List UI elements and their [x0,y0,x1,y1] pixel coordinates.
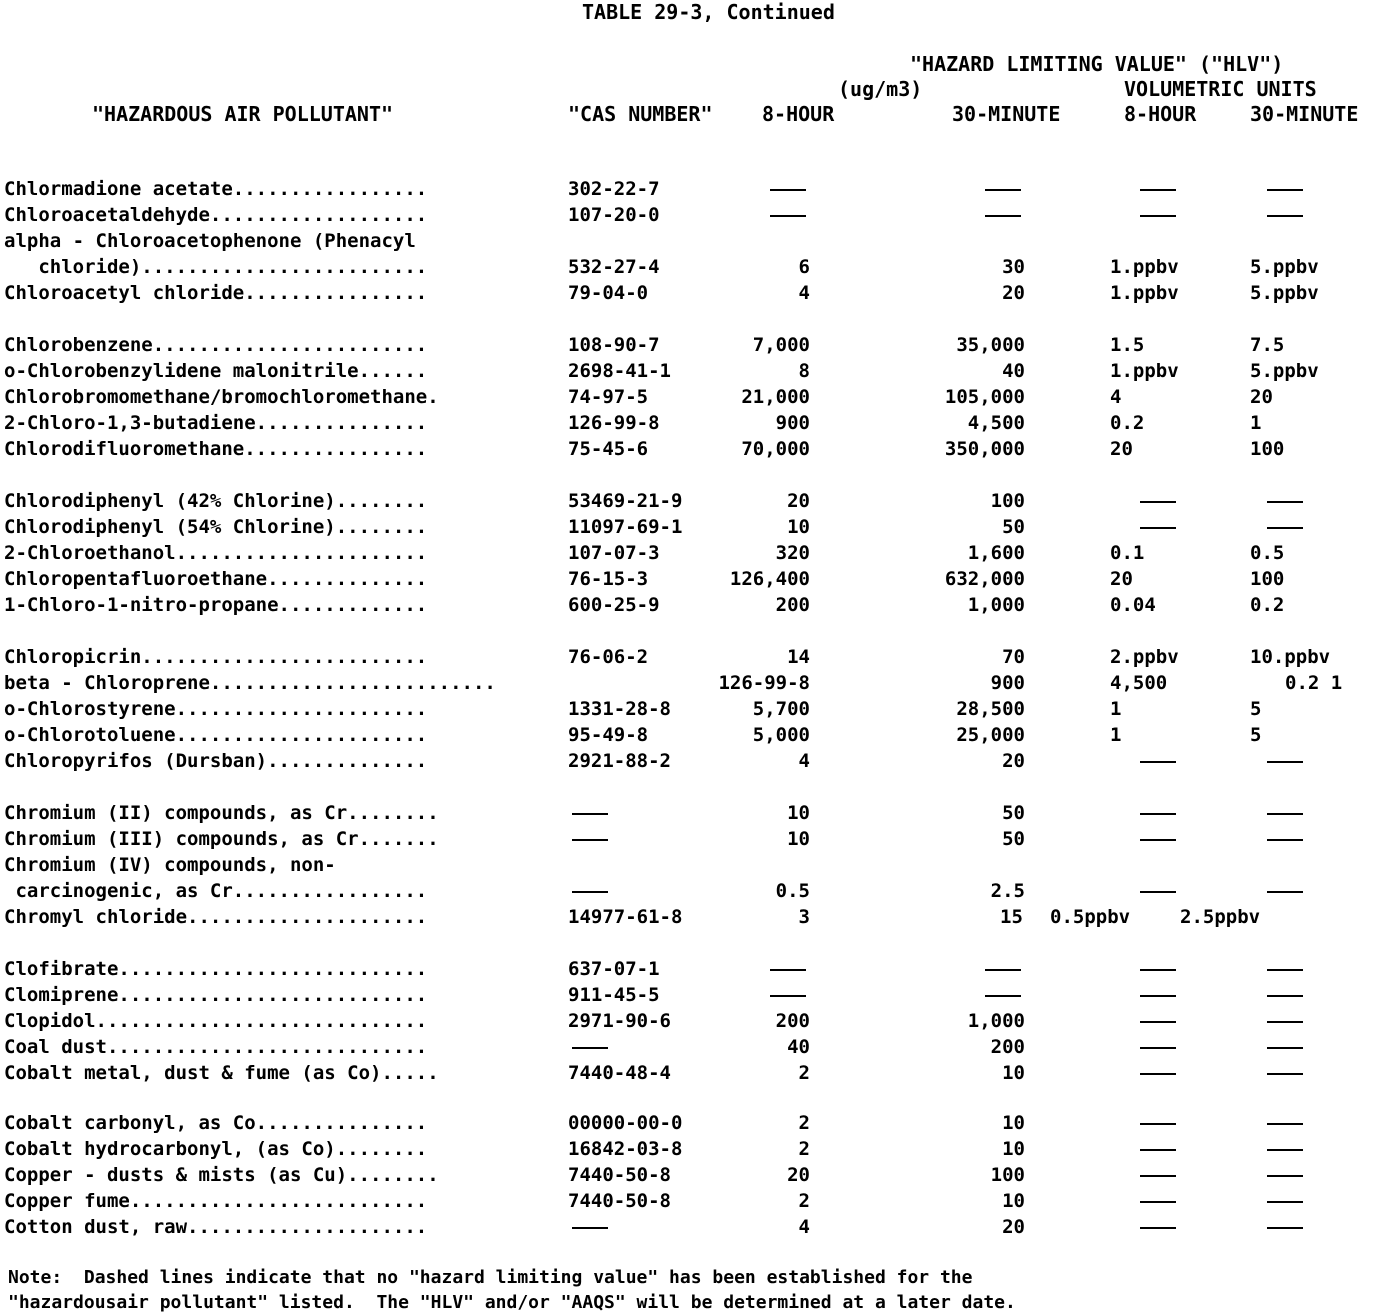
col-header-30min-vol: 30-MINUTE [1250,102,1359,126]
hlv-30min-ug: 900 [990,672,1025,694]
volumetric-units-label: VOLUMETRIC UNITS [1124,77,1317,101]
dash-placeholder [1140,1123,1176,1125]
hlv-30min-vol [1267,829,1307,849]
dash-placeholder [770,189,806,191]
hlv-30min-vol: 100 [1250,568,1285,590]
hlv-8hr-ug: 70,000 [741,438,810,460]
cas-number: 2698-41-1 [568,360,671,382]
hlv-8hr-vol [1140,517,1180,537]
cas-number: 1331-28-8 [568,698,671,720]
hlv-30min-vol [1267,1037,1307,1057]
hlv-8hr-ug: 4 [798,282,810,304]
hlv-30min-vol [1267,491,1307,511]
hlv-8hr-ug: 21,000 [741,386,810,408]
hlv-30min-ug: 70 [1002,646,1025,668]
pollutant-name: Chlorobenzene........................ [4,334,428,356]
hlv-8hr-vol: 0.04 [1110,594,1156,616]
pollutant-name: Copper fume.......................... [4,1190,428,1212]
dash-placeholder [572,813,608,815]
hlv-30min-vol [1267,803,1307,823]
dash-placeholder [1267,1149,1303,1151]
dash-placeholder [770,215,806,217]
hlv-8hr-ug: 20 [787,490,810,512]
dash-placeholder [1267,813,1303,815]
hlv-30min-vol [1267,985,1307,1005]
ug-units-label: (ug/m3) [838,77,923,101]
pollutant-name: Chlorobromomethane/bromochloromethane. [4,386,439,408]
dash-placeholder [1140,813,1176,815]
hlv-8hr-ug: 5,000 [752,724,810,746]
hlv-8hr-vol [1140,491,1180,511]
cas-number [572,881,612,901]
pollutant-name: Chlormadione acetate................. [4,178,428,200]
dash-placeholder [1267,1227,1303,1229]
cas-number: 14977-61-8 [568,906,683,928]
cas-number: 7440-48-4 [568,1062,671,1084]
dash-placeholder [1140,1021,1176,1023]
hlv-title: "HAZARD LIMITING VALUE" ("HLV") [910,52,1284,76]
hlv-8hr-vol [1140,829,1180,849]
hlv-30min-ug: 1,600 [967,542,1025,564]
hlv-8hr-vol [1140,179,1180,199]
hlv-8hr-vol: 0.5ppbv [1050,906,1131,928]
hlv-8hr-vol [1140,205,1180,225]
dash-placeholder [985,215,1021,217]
hlv-8hr-ug: 2 [798,1062,810,1084]
pollutant-name: Cobalt hydrocarbonyl, (as Co)........ [4,1138,428,1160]
pollutant-name: Chloropentafluoroethane.............. [4,568,428,590]
hlv-8hr-ug: 10 [787,828,810,850]
hlv-8hr-ug [770,985,810,1005]
hlv-30min-ug: 2.5 [990,880,1025,902]
hlv-8hr-vol [1140,751,1180,771]
cas-number: 126-99-8 [568,412,660,434]
table-title: TABLE 29-3, Continued [582,0,835,24]
pollutant-name: beta - Chloroprene......................... [4,672,496,694]
pollutant-name: Chromyl chloride..................... [4,906,428,928]
hlv-8hr-ug: 200 [775,1010,810,1032]
hlv-30min-vol [1267,1113,1307,1133]
cas-number: 126-99-8 [718,672,810,694]
dash-placeholder [1267,189,1303,191]
dash-placeholder [1267,969,1303,971]
hlv-30min-vol: 5.ppbv [1250,282,1319,304]
hlv-30min-ug: 28,500 [956,698,1025,720]
dash-placeholder [1267,995,1303,997]
cas-number: 600-25-9 [568,594,660,616]
hlv-30min-ug: 1,000 [967,1010,1025,1032]
hlv-8hr-ug: 200 [775,594,810,616]
hlv-8hr-vol [1140,803,1180,823]
hlv-30min-vol: 10.ppbv [1250,646,1331,668]
hlv-8hr-vol: 0.1 [1110,542,1145,564]
hlv-8hr-ug: 2 [798,1112,810,1134]
hlv-30min-ug: 632,000 [944,568,1025,590]
cas-number: 16842-03-8 [568,1138,683,1160]
hlv-30min-vol: 100 [1250,438,1285,460]
pollutant-name: Chloropyrifos (Dursban).............. [4,750,428,772]
pollutant-name: Chlorodifluoromethane................ [4,438,428,460]
pollutant-name: Chloroacetaldehyde................... [4,204,428,226]
hlv-30min-vol [1267,959,1307,979]
dash-placeholder [1140,215,1176,217]
cas-number [572,803,612,823]
cas-number: 532-27-4 [568,256,660,278]
col-header-pollutant: "HAZARDOUS AIR POLLUTANT" [92,102,394,126]
hlv-30min-ug: 100 [990,490,1025,512]
hlv-8hr-vol: 4 [1110,386,1122,408]
pollutant-name: Clofibrate........................... [4,958,428,980]
cas-number: 11097-69-1 [568,516,683,538]
hlv-8hr-ug: 6 [798,256,810,278]
col-header-8hr-ug: 8-HOUR [762,102,835,126]
dash-placeholder [1267,1201,1303,1203]
hlv-30min-ug [985,205,1025,225]
col-header-cas: "CAS NUMBER" [568,102,713,126]
hlv-8hr-vol: 20 [1110,568,1133,590]
hlv-30min-vol [1267,1191,1307,1211]
hlv-8hr-vol: 4,500 [1110,672,1168,694]
dash-placeholder [1140,891,1176,893]
hlv-8hr-vol [1140,1217,1180,1237]
hlv-8hr-ug: 0.5 [775,880,810,902]
hlv-30min-ug: 200 [990,1036,1025,1058]
dash-placeholder [572,839,608,841]
hlv-30min-vol: 5 [1250,724,1262,746]
dash-placeholder [1140,1047,1176,1049]
hlv-8hr-ug: 5,700 [752,698,810,720]
hlv-30min-vol: 0.2 [1250,594,1285,616]
hlv-8hr-vol [1140,881,1180,901]
dash-placeholder [572,891,608,893]
hlv-30min-ug: 10 [1002,1112,1025,1134]
dash-placeholder [1140,189,1176,191]
pollutant-name: o-Chlorostyrene...................... [4,698,428,720]
dash-placeholder [1140,1149,1176,1151]
hlv-8hr-ug: 4 [798,1216,810,1238]
hlv-8hr-vol: 1.ppbv [1110,360,1179,382]
hlv-8hr-vol [1140,1011,1180,1031]
cas-number: 76-06-2 [568,646,649,668]
hlv-8hr-vol [1140,1113,1180,1133]
hlv-30min-ug: 1,000 [967,594,1025,616]
hlv-30min-vol: 0.2 1 [1285,672,1343,694]
pollutant-name: 1-Chloro-1-nitro-propane............. [4,594,428,616]
dash-placeholder [1267,501,1303,503]
hlv-30min-vol [1267,751,1307,771]
cas-number: 107-20-0 [568,204,660,226]
hlv-30min-ug: 105,000 [944,386,1025,408]
pollutant-name: 2-Chloroethanol...................... [4,542,428,564]
hlv-30min-vol: 2.5ppbv [1180,906,1261,928]
dash-placeholder [1267,527,1303,529]
hlv-8hr-vol: 1.5 [1110,334,1145,356]
dash-placeholder [985,995,1021,997]
hlv-8hr-ug: 900 [775,412,810,434]
hlv-30min-ug: 50 [1002,802,1025,824]
pollutant-name: Chromium (III) compounds, as Cr....... [4,828,439,850]
dash-placeholder [1140,1073,1176,1075]
note-line-1: Note: Dashed lines indicate that no "hazard limiting value" has been established for the [8,1267,973,1288]
pollutant-name: Chlorodiphenyl (54% Chlorine)........ [4,516,428,538]
hlv-30min-vol [1267,1011,1307,1031]
hlv-30min-ug: 100 [990,1164,1025,1186]
pollutant-name: Chromium (IV) compounds, non- [4,854,336,876]
hlv-8hr-ug: 2 [798,1138,810,1160]
pollutant-name: 2-Chloro-1,3-butadiene............... [4,412,428,434]
cas-number: 911-45-5 [568,984,660,1006]
dash-placeholder [1140,969,1176,971]
dash-placeholder [770,995,806,997]
hlv-8hr-ug: 14 [787,646,810,668]
hlv-8hr-ug: 40 [787,1036,810,1058]
hlv-30min-ug: 10 [1002,1190,1025,1212]
hlv-30min-ug: 10 [1002,1138,1025,1160]
cas-number: 7440-50-8 [568,1190,671,1212]
pollutant-name: Chloroacetyl chloride................ [4,282,428,304]
hlv-30min-vol [1267,881,1307,901]
dash-placeholder [1267,1123,1303,1125]
dash-placeholder [1267,215,1303,217]
cas-number: 2971-90-6 [568,1010,671,1032]
dash-placeholder [1267,891,1303,893]
hlv-8hr-vol: 0.2 [1110,412,1145,434]
col-header-30min-ug: 30-MINUTE [952,102,1061,126]
hlv-8hr-ug: 320 [775,542,810,564]
hlv-30min-vol [1267,1063,1307,1083]
cas-number: 107-07-3 [568,542,660,564]
pollutant-name: Copper - dusts & mists (as Cu)........ [4,1164,439,1186]
hlv-30min-ug [985,179,1025,199]
dash-placeholder [985,969,1021,971]
hlv-30min-vol: 0.5 [1250,542,1285,564]
hlv-30min-ug: 10 [1002,1062,1025,1084]
hlv-30min-ug [985,959,1025,979]
hlv-30min-vol [1267,1217,1307,1237]
dash-placeholder [985,189,1021,191]
cas-number [572,829,612,849]
hlv-8hr-ug [770,179,810,199]
hlv-8hr-ug: 4 [798,750,810,772]
pollutant-name: Coal dust............................ [4,1036,428,1058]
hlv-30min-ug: 20 [1002,1216,1025,1238]
hlv-30min-ug: 20 [1002,282,1025,304]
hlv-8hr-ug: 10 [787,516,810,538]
cas-number [572,1037,612,1057]
hlv-8hr-ug: 3 [798,906,810,928]
hlv-8hr-vol: 1.ppbv [1110,282,1179,304]
pollutant-name: Clomiprene........................... [4,984,428,1006]
pollutant-name: Clopidol............................. [4,1010,428,1032]
cas-number: 7440-50-8 [568,1164,671,1186]
pollutant-name: Cobalt carbonyl, as Co............... [4,1112,428,1134]
hlv-30min-vol [1267,1139,1307,1159]
hlv-8hr-ug [770,205,810,225]
hlv-8hr-vol: 1 [1110,698,1122,720]
cas-number: 302-22-7 [568,178,660,200]
pollutant-name: carcinogenic, as Cr................. [4,880,428,902]
hlv-30min-ug: 50 [1002,516,1025,538]
hlv-8hr-ug [770,959,810,979]
hlv-30min-ug: 15 [1000,906,1023,928]
hlv-8hr-ug: 2 [798,1190,810,1212]
dash-placeholder [1140,995,1176,997]
pollutant-name: alpha - Chloroacetophenone (Phenacyl [4,230,416,252]
cas-number: 95-49-8 [568,724,649,746]
hlv-30min-vol: 5.ppbv [1250,360,1319,382]
hlv-8hr-vol [1140,1037,1180,1057]
hlv-8hr-vol [1140,1063,1180,1083]
dash-placeholder [1140,1201,1176,1203]
pollutant-name: o-Chlorotoluene...................... [4,724,428,746]
cas-number: 00000-00-0 [568,1112,683,1134]
pollutant-name: Cotton dust, raw..................... [4,1216,428,1238]
hlv-30min-ug: 4,500 [967,412,1025,434]
hlv-30min-ug: 25,000 [956,724,1025,746]
hlv-8hr-ug: 10 [787,802,810,824]
hlv-8hr-vol: 2.ppbv [1110,646,1179,668]
hlv-30min-vol [1267,1165,1307,1185]
cas-number: 2921-88-2 [568,750,671,772]
cas-number: 75-45-6 [568,438,649,460]
hlv-8hr-vol [1140,1139,1180,1159]
cas-number [572,1217,612,1237]
hlv-30min-vol [1267,179,1307,199]
pollutant-name: Chloropicrin......................... [4,646,428,668]
hlv-8hr-vol: 1 [1110,724,1122,746]
hlv-8hr-vol [1140,1165,1180,1185]
hlv-30min-vol: 5.ppbv [1250,256,1319,278]
hlv-30min-vol: 1 [1250,412,1262,434]
hlv-30min-ug: 40 [1002,360,1025,382]
hlv-30min-vol [1267,517,1307,537]
dash-placeholder [1267,1175,1303,1177]
hlv-30min-ug: 50 [1002,828,1025,850]
hlv-30min-vol: 7.5 [1250,334,1285,356]
cas-number: 76-15-3 [568,568,649,590]
dash-placeholder [1140,527,1176,529]
dash-placeholder [1140,839,1176,841]
cas-number: 79-04-0 [568,282,649,304]
hlv-30min-ug: 20 [1002,750,1025,772]
pollutant-name: Cobalt metal, dust & fume (as Co)..... [4,1062,439,1084]
dash-placeholder [1140,1175,1176,1177]
cas-number: 74-97-5 [568,386,649,408]
hlv-8hr-vol [1140,959,1180,979]
dash-placeholder [572,1047,608,1049]
hlv-30min-ug: 30 [1002,256,1025,278]
hlv-30min-ug: 35,000 [956,334,1025,356]
hlv-8hr-ug: 8 [798,360,810,382]
col-header-8hr-vol: 8-HOUR [1124,102,1197,126]
note-line-2: "hazardousair pollutant" listed. The "HLV" and/or "AAQS" will be determined at a later date. [8,1292,1016,1313]
hlv-8hr-vol: 1.ppbv [1110,256,1179,278]
hlv-8hr-vol: 20 [1110,438,1133,460]
hlv-30min-vol [1267,205,1307,225]
hlv-30min-vol: 20 [1250,386,1273,408]
dash-placeholder [1267,1073,1303,1075]
hlv-8hr-ug: 20 [787,1164,810,1186]
pollutant-name: Chlorodiphenyl (42% Chlorine)........ [4,490,428,512]
hlv-8hr-vol [1140,985,1180,1005]
dash-placeholder [572,1227,608,1229]
pollutant-name: chloride)......................... [4,256,428,278]
dash-placeholder [1140,501,1176,503]
cas-number: 53469-21-9 [568,490,683,512]
pollutant-name: o-Chlorobenzylidene malonitrile...... [4,360,428,382]
dash-placeholder [770,969,806,971]
hlv-8hr-ug: 7,000 [752,334,810,356]
hlv-30min-ug: 350,000 [944,438,1025,460]
dash-placeholder [1140,1227,1176,1229]
hlv-30min-ug [985,985,1025,1005]
dash-placeholder [1267,761,1303,763]
hlv-8hr-ug: 126,400 [729,568,810,590]
pollutant-name: Chromium (II) compounds, as Cr........ [4,802,439,824]
dash-placeholder [1267,839,1303,841]
dash-placeholder [1267,1047,1303,1049]
hlv-8hr-vol [1140,1191,1180,1211]
dash-placeholder [1267,1021,1303,1023]
hlv-30min-vol: 5 [1250,698,1262,720]
cas-number: 108-90-7 [568,334,660,356]
dash-placeholder [1140,761,1176,763]
cas-number: 637-07-1 [568,958,660,980]
